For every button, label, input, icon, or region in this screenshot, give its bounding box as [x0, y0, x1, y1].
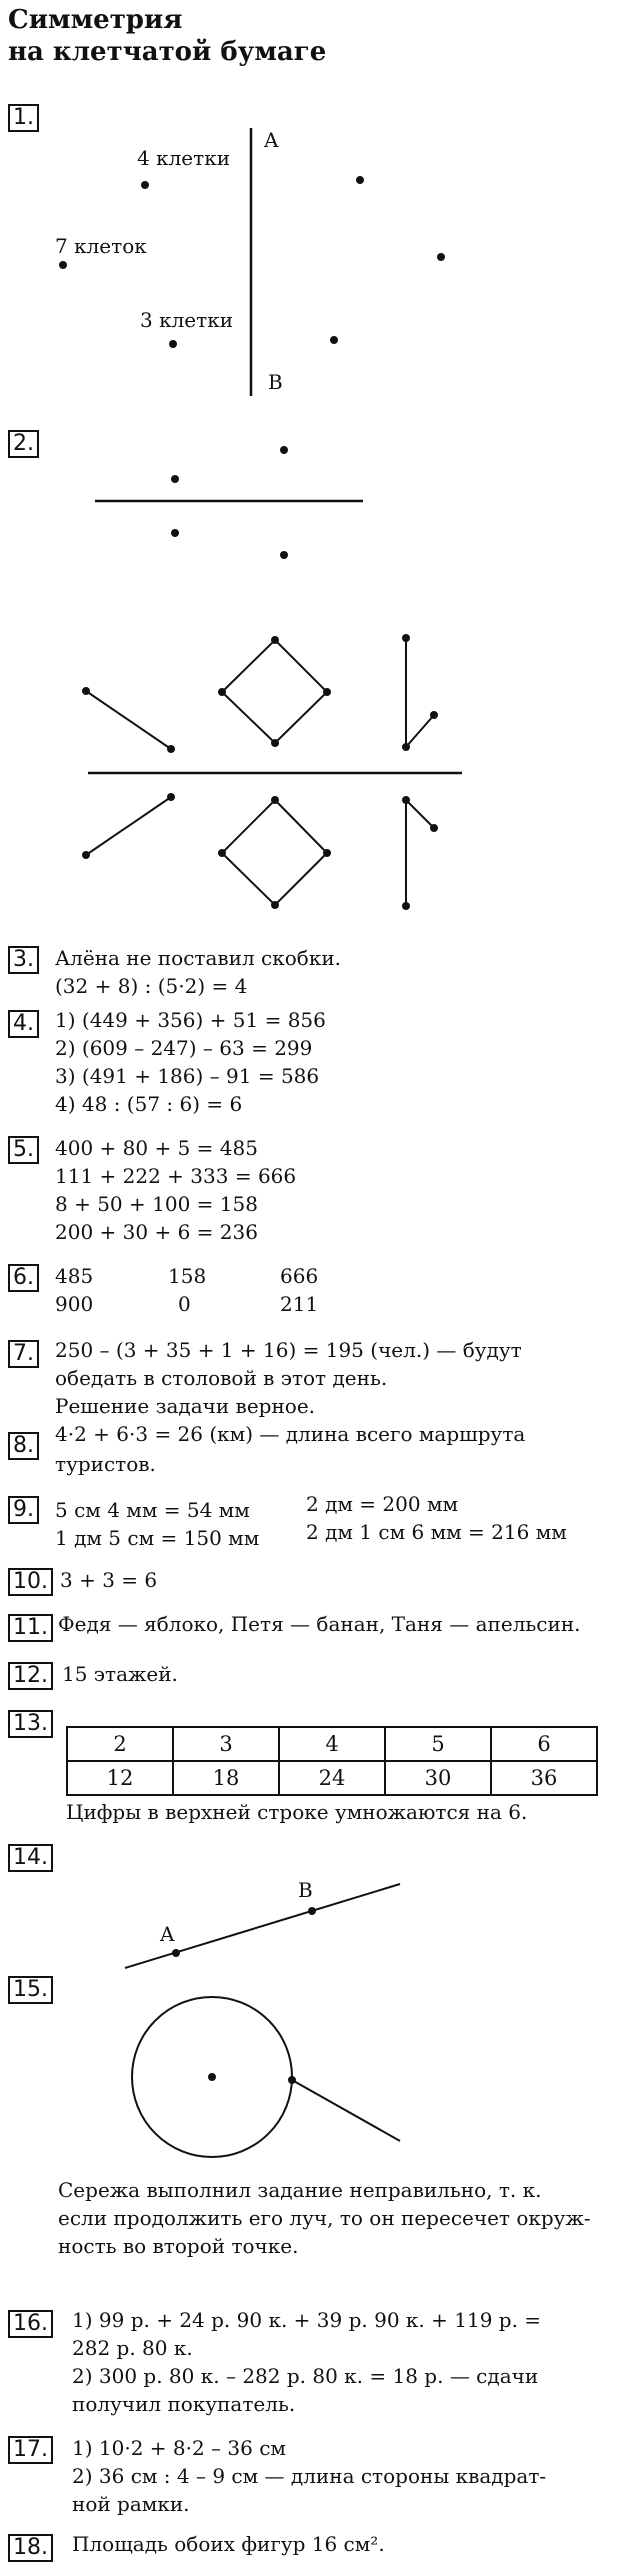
task6-r1-c2: 158	[168, 1264, 207, 1288]
task-number-14: 14.	[8, 1844, 53, 1872]
task13-top-cell: 6	[491, 1727, 597, 1761]
task17-line-3: ной рамки.	[72, 2492, 190, 2516]
task14-point-a: A	[160, 1922, 175, 1946]
task17-line-1: 1) 10·2 + 8·2 – 36 см	[72, 2436, 286, 2460]
task-number-10: 10.	[8, 1568, 53, 1596]
task16-line-4: получил покупатель.	[72, 2392, 296, 2416]
task13-bottom-cell: 18	[173, 1761, 279, 1795]
task4-line-2: 2) (609 – 247) – 63 = 299	[55, 1036, 313, 1060]
task1-point-a: A	[264, 128, 279, 152]
page-subtitle: на клетчатой бумаге	[8, 37, 327, 67]
task-number-12: 12.	[8, 1662, 53, 1690]
task13-top-cell: 2	[67, 1727, 173, 1761]
task13-top-cell: 4	[279, 1727, 385, 1761]
task-number-4: 4.	[8, 1010, 39, 1038]
task9-right-2: 2 дм 1 см 6 мм = 216 мм	[306, 1520, 567, 1544]
task6-r1-c1: 485	[55, 1264, 94, 1288]
task13-note: Цифры в верхней строке умножаются на 6.	[66, 1800, 528, 1824]
task12-text: 15 этажей.	[62, 1662, 178, 1686]
task8-line-2: туристов.	[55, 1452, 156, 1476]
task13-bottom-cell: 24	[279, 1761, 385, 1795]
task4-line-3: 3) (491 + 186) – 91 = 586	[55, 1064, 320, 1088]
task-number-5: 5.	[8, 1136, 39, 1164]
task9-left-2: 1 дм 5 см = 150 мм	[55, 1526, 260, 1550]
task-number-16: 16.	[8, 2310, 53, 2338]
task6-r2-c2: 0	[178, 1292, 191, 1316]
task11-text: Федя — яблоко, Петя — банан, Таня — апельсин.	[58, 1612, 581, 1636]
task-number-1: 1.	[8, 104, 39, 132]
task7-line-2: обедать в столовой в этот день.	[55, 1366, 388, 1390]
task7-line-3: Решение задачи верное.	[55, 1394, 316, 1418]
task4-line-4: 4) 48 : (57 : 6) = 6	[55, 1092, 243, 1116]
task6-r1-c3: 666	[280, 1264, 319, 1288]
task6-r2-c1: 900	[55, 1292, 94, 1316]
task-number-6: 6.	[8, 1264, 39, 1292]
task10-text: 3 + 3 = 6	[60, 1568, 158, 1592]
task14-point-b: B	[298, 1878, 313, 1902]
task3-line-2: (32 + 8) : (5·2) = 4	[55, 974, 248, 998]
task-number-15: 15.	[8, 1976, 53, 2004]
task18-text: Площадь обоих фигур 16 см².	[72, 2532, 385, 2556]
page-title: Симметрия	[8, 5, 183, 35]
task9-right-1: 2 дм = 200 мм	[306, 1492, 459, 1516]
task13-top-cell: 3	[173, 1727, 279, 1761]
task17-line-2: 2) 36 см : 4 – 9 см — длина стороны квадрат-	[72, 2464, 547, 2488]
task7-line-1: 250 – (3 + 35 + 1 + 16) = 195 (чел.) — будут	[55, 1338, 522, 1362]
task13-table	[66, 1726, 598, 1796]
task5-line-4: 200 + 30 + 6 = 236	[55, 1220, 258, 1244]
task4-line-1: 1) (449 + 356) + 51 = 856	[55, 1008, 326, 1032]
task1-label-4: 4 клетки	[137, 146, 231, 170]
task6-r2-c3: 211	[280, 1292, 319, 1316]
task-number-7: 7.	[8, 1340, 39, 1368]
task14-figure	[0, 1840, 638, 1970]
task-number-18: 18.	[8, 2534, 53, 2562]
task13-top-row	[67, 1727, 597, 1761]
task-number-2: 2.	[8, 430, 39, 458]
task1-point-b: B	[268, 370, 283, 394]
task1-label-7: 7 клеток	[55, 234, 147, 258]
task5-line-3: 8 + 50 + 100 = 158	[55, 1192, 258, 1216]
task15-line-2: если продолжить его луч, то он пересечет окруж-	[58, 2206, 591, 2230]
task-number-9: 9.	[8, 1496, 39, 1524]
task13-bottom-cell: 30	[385, 1761, 491, 1795]
task-number-3: 3.	[8, 946, 39, 974]
task-number-11: 11.	[8, 1614, 53, 1642]
task1-figure	[0, 100, 638, 420]
task16-line-1: 1) 99 р. + 24 р. 90 к. + 39 р. 90 к. + 119 р. =	[72, 2308, 542, 2332]
task13-top-cell: 5	[385, 1727, 491, 1761]
task2-figure	[0, 430, 638, 930]
task-number-13: 13.	[8, 1710, 53, 1738]
task15-line-3: ность во второй точке.	[58, 2234, 299, 2258]
task16-line-2: 282 р. 80 к.	[72, 2336, 193, 2360]
task16-line-3: 2) 300 р. 80 к. – 282 р. 80 к. = 18 р. — сдачи	[72, 2364, 539, 2388]
task5-line-1: 400 + 80 + 5 = 485	[55, 1136, 258, 1160]
task1-label-3: 3 клетки	[140, 308, 234, 332]
task9-left-1: 5 см 4 мм = 54 мм	[55, 1498, 250, 1522]
task13-bottom-cell: 36	[491, 1761, 597, 1795]
task13-bottom-cell: 12	[67, 1761, 173, 1795]
task3-line-1: Алёна не поставил скобки.	[55, 946, 342, 970]
task-number-8: 8.	[8, 1432, 39, 1460]
task15-line-1: Сережа выполнил задание неправильно, т. к.	[58, 2178, 542, 2202]
task5-line-2: 111 + 222 + 333 = 666	[55, 1164, 297, 1188]
task8-line-1: 4·2 + 6·3 = 26 (км) — длина всего маршрута	[55, 1422, 526, 1446]
task13-bottom-row	[67, 1761, 597, 1795]
task15-figure	[0, 1990, 638, 2190]
task-number-17: 17.	[8, 2436, 53, 2464]
